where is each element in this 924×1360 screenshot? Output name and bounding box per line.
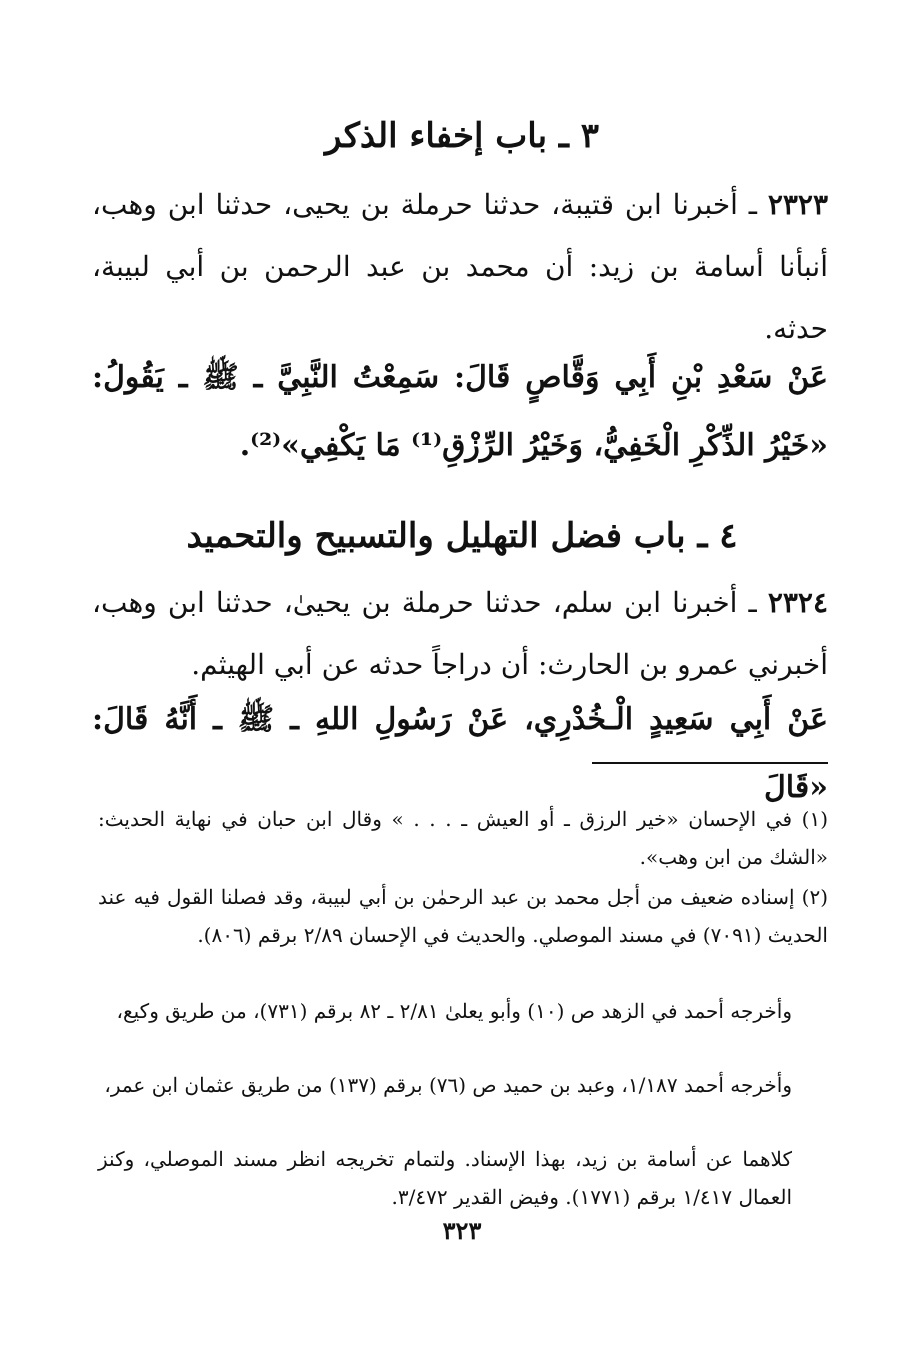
page-number: ٣٢٣ (442, 1216, 482, 1245)
hadith-2323-matn: عَنْ سَعْدِ بْنِ أَبِي وَقَّاصٍ قَالَ: سَمِعْتُ النَّبِيَّ ـ ﷺ ـ يَقُولُ: «خَيْرُ الذِّكْرِ الْخَفِيُّ، وَخَيْرُ الرِّزْقِ⁽¹⁾ مَا يَكْفِي»⁽²⁾. (92, 360, 828, 463)
footnote-2-paragraph-3: وأخرجه أحمد ١/١٨٧، وعبد بن حميد ص (٧٦) برقم (١٣٧) من طريق عثمان ابن عمر، (104, 1073, 792, 1097)
hadith-number: ٢٣٢٣ (767, 188, 828, 221)
section-heading-4: ٤ ـ باب فضل التهليل والتسبيح والتحميد (186, 516, 738, 556)
section-heading-3: ٣ ـ باب إخفاء الذكر (324, 116, 599, 156)
hadith-number: ٢٣٢٤ (767, 586, 828, 619)
hadith-2324-isnad (92, 572, 828, 696)
hadith-2323-isnad (92, 174, 828, 360)
footnote-1: (١) في الإحسان «خير الرزق ـ أو العيش ـ . . . » وقال ابن حبان في نهاية الحديث: «الشك من ابن وهب». (98, 807, 828, 869)
footnote-2-paragraph-2: وأخرجه أحمد في الزهد ص (١٠) وأبو يعلىٰ ٢/٨١ ـ ٨٢ برقم (٧٣١)، من طريق وكيع، (116, 999, 792, 1023)
hadith-2324-matn: عَنْ أَبِي سَعِيدٍ الْـخُدْرِي، عَنْ رَسُولِ اللهِ ـ ﷺ ـ أَنَّهُ قَالَ: «قَالَ (92, 702, 828, 805)
footnote-2-paragraph-4: كلاهما عن أسامة بن زيد، بهذا الإسناد. ولتمام تخريجه انظر مسند الموصلي، وكنز العمال ١/٤١٧ برقم (١٧٧١). وفيض القدير ٣/٤٧٢. (98, 1147, 792, 1209)
footnote-separator (592, 762, 828, 764)
isnad-text: ـ أخبرنا ابن سلم، حدثنا حرملة بن يحيىٰ، حدثنا ابن وهب، أخبرني عمرو بن الحارث: أن دراجاً حدثه عن أبي الهيثم. (92, 586, 828, 681)
isnad-text: ـ أخبرنا ابن قتيبة، حدثنا حرملة بن يحيى، حدثنا ابن وهب، أنبأنا أسامة بن زيد: أن محمد بن عبد الرحمن بن أبي لبيبة، حدثه. (92, 188, 828, 345)
footnote-2: (٢) إسناده ضعيف من أجل محمد بن عبد الرحمٰن بن أبي لبيبة، وقد فصلنا القول فيه عند الحديث (٧٠٩١) في مسند الموصلي. والحديث في الإحسان ٢/٨٩ برقم (٨٠٦). (98, 885, 828, 947)
